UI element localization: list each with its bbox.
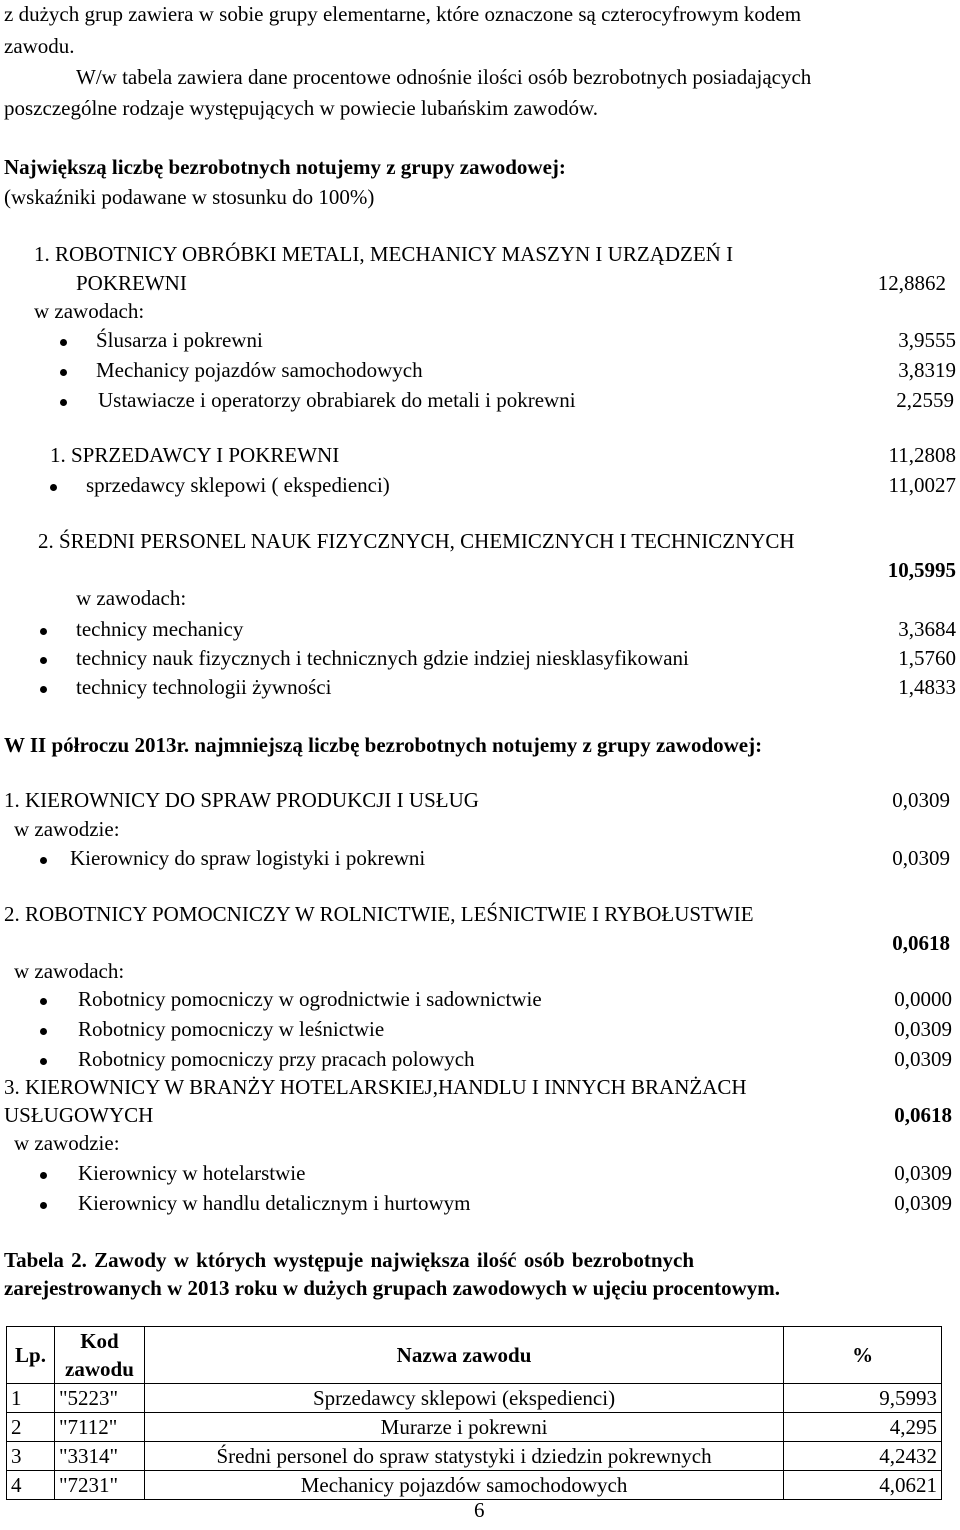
list-item-value: 3,3684	[898, 617, 956, 641]
header-lp: Lp.	[7, 1327, 55, 1384]
list-item: Mechanicy pojazdów samochodowych	[96, 358, 423, 382]
bullet-icon	[40, 1028, 47, 1035]
list-item-value: 0,0309	[894, 1191, 952, 1215]
table-caption-line-1: Tabela 2. Zawody w których występuje największa ilość osób bezrobotnych	[4, 1248, 695, 1272]
cell-pct: 4,2432	[784, 1442, 942, 1471]
list-item: Kierownicy do spraw logistyki i pokrewni	[70, 846, 426, 870]
table-row	[7, 1384, 942, 1413]
list-item-value: 3,8319	[898, 358, 956, 382]
cell-lp: 2	[7, 1413, 55, 1442]
group-title: 3. KIEROWNICY W BRANŻY HOTELARSKIEJ,HANDLU I INNYCH BRANŻACH	[4, 1075, 747, 1099]
intro-line-2: zawodu.	[4, 34, 75, 58]
table-caption-line-2: zarejestrowanych w 2013 roku w dużych grupach zawodowych w ujęciu procentowym.	[4, 1276, 781, 1300]
list-item: Ustawiacze i operatorzy obrabiarek do metali i pokrewni	[98, 388, 576, 412]
group-title: 1. ROBOTNICY OBRÓBKI METALI, MECHANICY MASZYN I URZĄDZEŃ I	[34, 242, 734, 266]
group-value: 0,0618	[894, 1103, 952, 1127]
sub-label: w zawodzie:	[14, 1131, 120, 1155]
header-name: Nazwa zawodu	[144, 1327, 783, 1384]
sub-label: w zawodach:	[14, 959, 125, 983]
cell-lp: 4	[7, 1471, 55, 1500]
cell-name: Murarze i pokrewni	[144, 1413, 783, 1442]
cell-kod: "7231"	[54, 1471, 144, 1500]
cell-lp: 1	[7, 1384, 55, 1413]
top-heading-line-2: (wskaźniki podawane w stosunku do 100%)	[4, 185, 375, 209]
group-title: 1. KIEROWNICY DO SPRAW PRODUKCJI I USŁUG	[4, 788, 479, 812]
bullet-icon	[50, 484, 57, 491]
table-row	[7, 1442, 942, 1471]
list-item-value: 0,0309	[894, 1047, 952, 1071]
list-item-value: 0,0309	[894, 1017, 952, 1041]
bullet-icon	[60, 399, 67, 406]
group-value: 12,8862	[877, 271, 946, 295]
list-item: Robotnicy pomocniczy w ogrodnictwie i sadownictwie	[78, 987, 542, 1011]
header-kod-line-1: Kod	[80, 1329, 119, 1353]
group-value: 0,0618	[892, 931, 950, 955]
cell-lp: 3	[7, 1442, 55, 1471]
list-item: Ślusarza i pokrewni	[96, 328, 263, 352]
group-title: 2. ŚREDNI PERSONEL NAUK FIZYCZNYCH, CHEMICZNYCH I TECHNICZNYCH	[38, 529, 795, 553]
list-item: Kierownicy w hotelarstwie	[78, 1161, 306, 1185]
cell-kod: "7112"	[54, 1413, 144, 1442]
bullet-icon	[40, 1058, 47, 1065]
occupations-table	[6, 1326, 942, 1500]
cell-kod: "5223"	[54, 1384, 144, 1413]
list-item: sprzedawcy sklepowi ( ekspedienci)	[86, 473, 390, 497]
table-header-row	[7, 1327, 942, 1384]
bullet-icon	[40, 686, 47, 693]
group-title-cont: POKREWNI	[76, 271, 187, 295]
cell-name: Sprzedawcy sklepowi (ekspedienci)	[144, 1384, 783, 1413]
list-item-value: 1,5760	[898, 646, 956, 670]
group-value: 11,2808	[888, 443, 956, 467]
cell-pct: 9,5993	[784, 1384, 942, 1413]
sub-label: w zawodach:	[34, 299, 145, 323]
intro-line-4: poszczególne rodzaje występujących w powiecie lubańskim zawodów.	[4, 96, 599, 120]
list-item: technicy mechanicy	[76, 617, 244, 641]
group-title-cont: USŁUGOWYCH	[4, 1103, 154, 1127]
table-row	[7, 1413, 942, 1442]
list-item-value: 0,0000	[894, 987, 952, 1011]
intro-line-3: W/w tabela zawiera dane procentowe odnośnie ilości osób bezrobotnych posiadających	[76, 65, 812, 89]
bullet-icon	[40, 657, 47, 664]
header-pct: %	[784, 1327, 942, 1384]
bottom-heading: W II półroczu 2013r. najmniejszą liczbę bezrobotnych notujemy z grupy zawodowej:	[4, 733, 763, 757]
list-item: technicy technologii żywności	[76, 675, 332, 699]
header-kod-line-2: zawodu	[65, 1357, 134, 1381]
list-item: Robotnicy pomocniczy w leśnictwie	[78, 1017, 385, 1041]
list-item: Kierownicy w handlu detalicznym i hurtowym	[78, 1191, 471, 1215]
list-item: technicy nauk fizycznych i technicznych gdzie indziej niesklasyfikowani	[76, 646, 689, 670]
group-value: 0,0309	[892, 788, 950, 812]
cell-pct: 4,295	[784, 1413, 942, 1442]
list-item-value: 11,0027	[888, 473, 956, 497]
group-value: 10,5995	[887, 558, 956, 582]
page-number: 6	[474, 1498, 485, 1522]
list-item-value: 1,4833	[898, 675, 956, 699]
cell-name: Mechanicy pojazdów samochodowych	[144, 1471, 783, 1500]
bullet-icon	[60, 369, 67, 376]
top-heading-line-1: Największą liczbę bezrobotnych notujemy z grupy zawodowej:	[4, 155, 566, 179]
sub-label: w zawodach:	[76, 586, 187, 610]
cell-pct: 4,0621	[784, 1471, 942, 1500]
list-item: Robotnicy pomocniczy przy pracach polowych	[78, 1047, 475, 1071]
bullet-icon	[60, 339, 67, 346]
list-item-value: 0,0309	[894, 1161, 952, 1185]
sub-label: w zawodzie:	[14, 817, 120, 841]
header-kod	[54, 1327, 144, 1384]
cell-name: Średni personel do spraw statystyki i dziedzin pokrewnych	[144, 1442, 783, 1471]
group-title: 1. SPRZEDAWCY I POKREWNI	[50, 443, 340, 467]
bullet-icon	[40, 1202, 47, 1209]
list-item-value: 0,0309	[892, 846, 950, 870]
cell-kod: "3314"	[54, 1442, 144, 1471]
bullet-icon	[40, 857, 47, 864]
bullet-icon	[40, 1172, 47, 1179]
bullet-icon	[40, 998, 47, 1005]
list-item-value: 2,2559	[896, 388, 954, 412]
group-title: 2. ROBOTNICY POMOCNICZY W ROLNICTWIE, LEŚNICTWIE I RYBOŁUSTWIE	[4, 902, 754, 926]
bullet-icon	[40, 628, 47, 635]
list-item-value: 3,9555	[898, 328, 956, 352]
intro-line-1: z dużych grup zawiera w sobie grupy elementarne, które oznaczone są czterocyfrowym kodem	[4, 2, 802, 26]
